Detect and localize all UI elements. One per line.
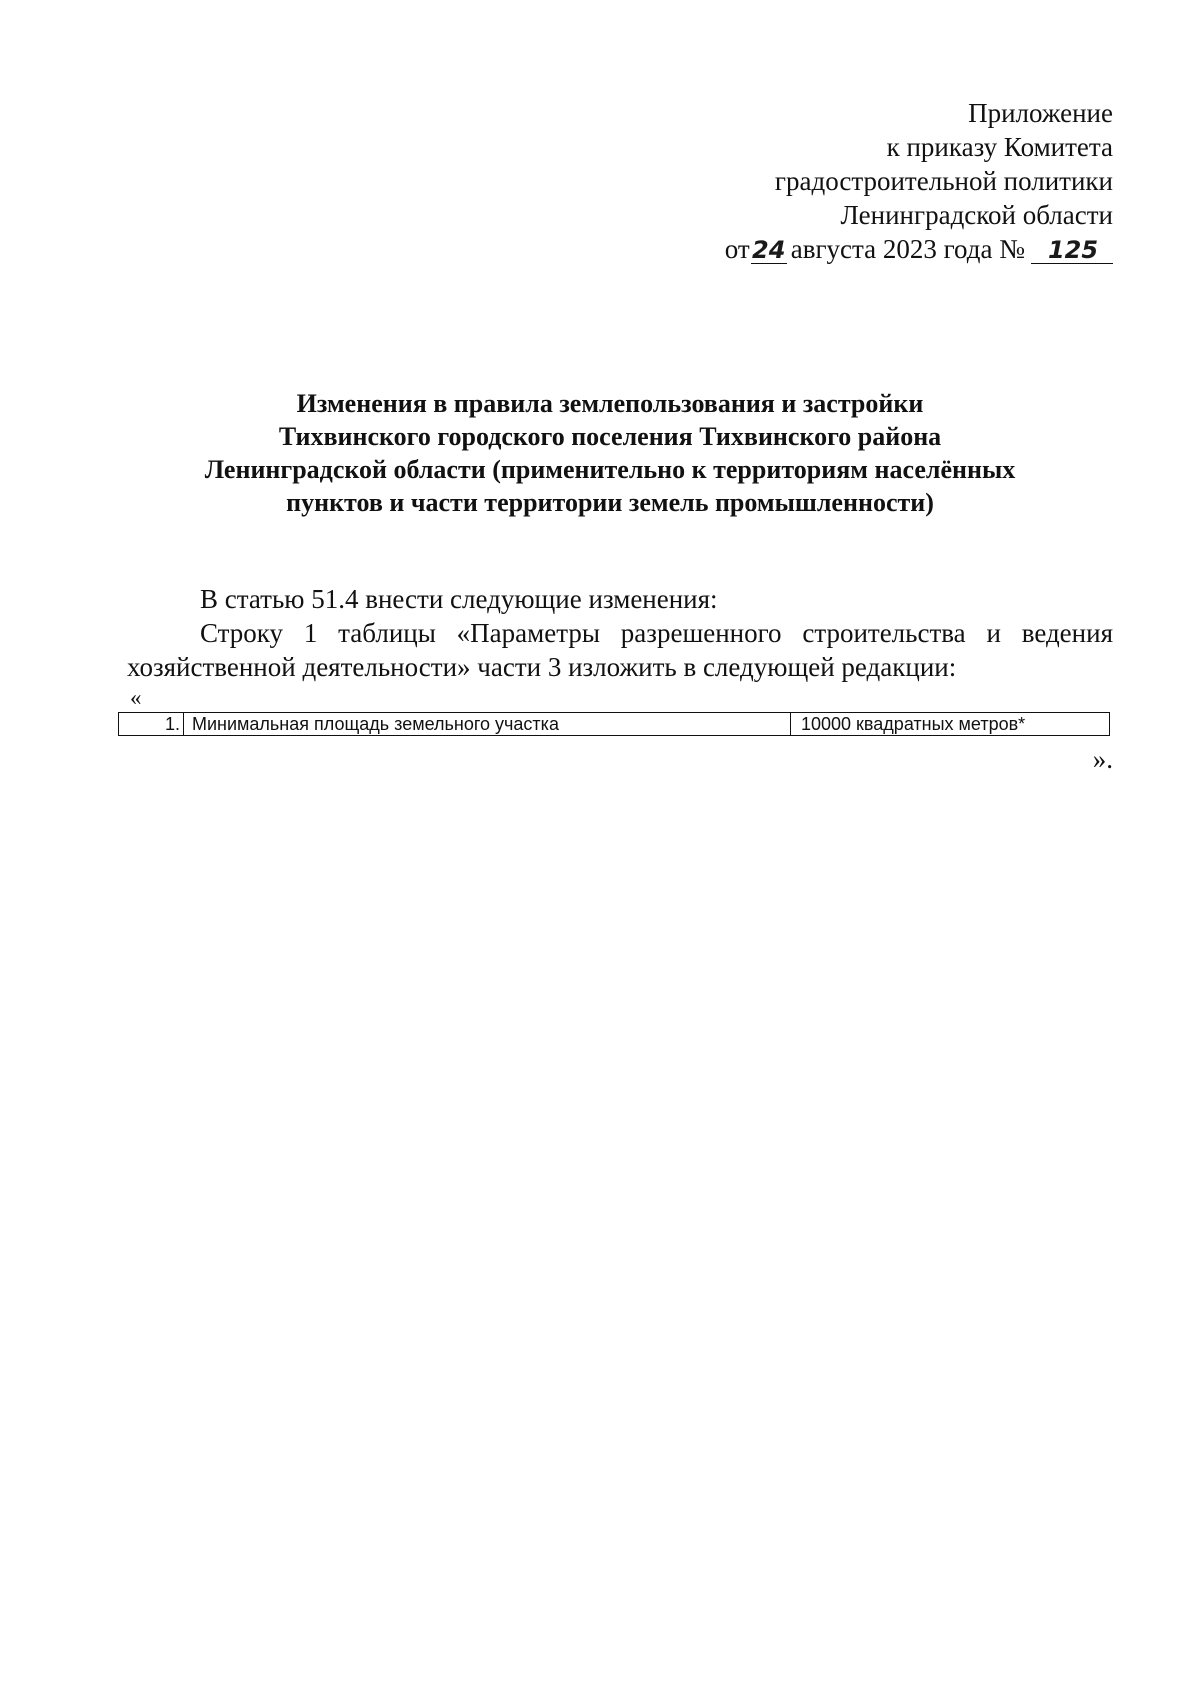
- table-row: [118, 712, 1110, 736]
- handwritten-order-number: 125: [1031, 237, 1113, 264]
- amendment-line-1: Строку 1 таблицы «Параметры разрешенного строительства и ведения: [200, 618, 1113, 648]
- amendment-paragraph: [127, 616, 1113, 684]
- row-parameter-cell: Минимальная площадь земельного участка: [184, 713, 791, 735]
- closing-quote: ».: [1092, 744, 1113, 774]
- opening-quote: «: [130, 685, 142, 710]
- handwritten-day: 24: [752, 236, 786, 264]
- appendix-region: Ленинградской области: [840, 200, 1113, 230]
- appendix-label: Приложение: [968, 98, 1113, 128]
- intro-paragraph: В статью 51.4 внести следующие изменения:: [200, 584, 718, 614]
- title-line-3: Ленинградской области (применительно к территориям населённых: [204, 455, 1016, 484]
- appendix-date-line: [553, 232, 1113, 266]
- appendix-header: [553, 96, 1113, 266]
- amendment-line-2: хозяйственной деятельности» части 3 изложить в следующей редакции:: [127, 652, 957, 682]
- row-value-cell: 10000 квадратных метров*: [801, 714, 1026, 734]
- appendix-order-ref: к приказу Комитета: [886, 132, 1113, 162]
- date-rest: августа 2023 года №: [790, 234, 1025, 264]
- title-line-1: Изменения в правила землепользования и застройки: [296, 389, 924, 418]
- title-line-2: Тихвинского городского поселения Тихвинского района: [278, 422, 942, 451]
- row-number-cell: 1.: [119, 713, 184, 735]
- title-line-4: пунктов и части территории земель промышленности): [286, 488, 934, 517]
- appendix-committee: градостроительной политики: [774, 166, 1113, 196]
- date-prefix: от: [724, 234, 750, 264]
- document-title: [120, 387, 1100, 519]
